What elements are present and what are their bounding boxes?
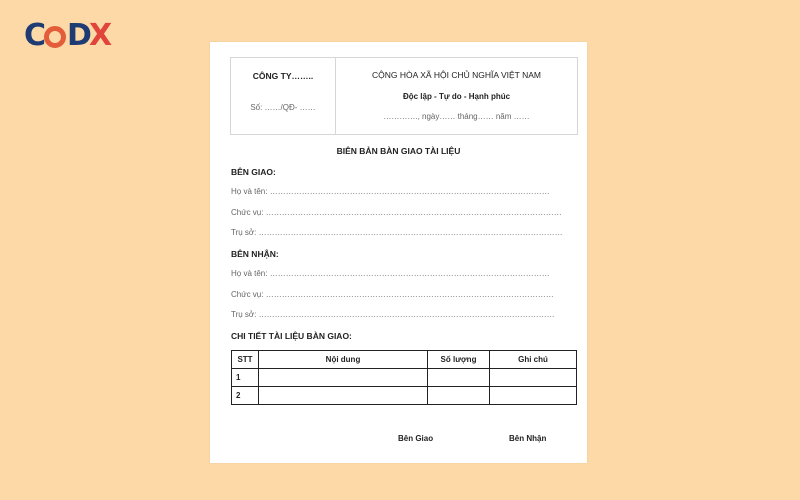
nhan-position-field: Chức vụ: ……………………………………………………………………………………………… bbox=[231, 290, 554, 299]
table-cell bbox=[428, 369, 490, 387]
date-line: …………., ngày…… tháng…… năm …… bbox=[383, 112, 530, 121]
col-note: Ghi chú bbox=[490, 351, 577, 369]
decision-number: Số: ……/QĐ- …… bbox=[250, 103, 316, 112]
table-cell bbox=[259, 387, 428, 405]
logo-letter-c: C bbox=[24, 18, 46, 53]
nhan-name-field: Họ và tên: …………………………………………………………………………………………… bbox=[231, 269, 550, 278]
logo-letter-d: D bbox=[67, 18, 91, 53]
company-block bbox=[231, 58, 336, 134]
logo-ring-icon bbox=[44, 26, 66, 48]
nhan-office-field: Trụ sở: ………………………………………………………………………………………………… bbox=[231, 310, 555, 319]
national-motto: Độc lập - Tự do - Hạnh phúc bbox=[402, 92, 511, 101]
giao-name-field: Họ và tên: …………………………………………………………………………………………… bbox=[231, 187, 550, 196]
table-cell: 2 bbox=[232, 387, 259, 405]
company-name: CÔNG TY…….. bbox=[252, 71, 314, 81]
table-cell: 1 bbox=[232, 369, 259, 387]
giao-office-field: Trụ sở: …………………………………………………………………………………………………… bbox=[231, 228, 563, 237]
giao-heading: BÊN GIAO: bbox=[231, 167, 276, 177]
nation-name: CỘNG HÒA XÃ HỘI CHỦ NGHĨA VIỆT NAM bbox=[372, 70, 541, 80]
col-content: Nội dung bbox=[259, 351, 428, 369]
codx-logo bbox=[24, 18, 111, 53]
signature-giao: Bên Giao bbox=[398, 434, 434, 443]
giao-position-field: Chức vụ: ………………………………………………………………………………………………… bbox=[231, 208, 562, 217]
document-title: BIÊN BẢN BÀN GIAO TÀI LIỆU bbox=[336, 146, 461, 156]
document-header bbox=[230, 57, 578, 135]
table-row bbox=[232, 387, 577, 405]
nation-block bbox=[336, 58, 577, 134]
details-heading: CHI TIẾT TÀI LIỆU BÀN GIAO: bbox=[231, 331, 352, 341]
nhan-heading: BÊN NHẬN: bbox=[231, 249, 279, 259]
table-cell bbox=[428, 387, 490, 405]
document-table bbox=[231, 350, 577, 405]
table-header-row bbox=[232, 351, 577, 369]
logo-letter-x: X bbox=[88, 18, 112, 53]
document-page bbox=[210, 42, 587, 463]
col-quantity: Số lượng bbox=[428, 351, 490, 369]
table-cell bbox=[490, 387, 577, 405]
table-row bbox=[232, 369, 577, 387]
col-stt: STT bbox=[232, 351, 259, 369]
signature-nhan: Bên Nhận bbox=[509, 434, 547, 443]
table-cell bbox=[490, 369, 577, 387]
table-cell bbox=[259, 369, 428, 387]
